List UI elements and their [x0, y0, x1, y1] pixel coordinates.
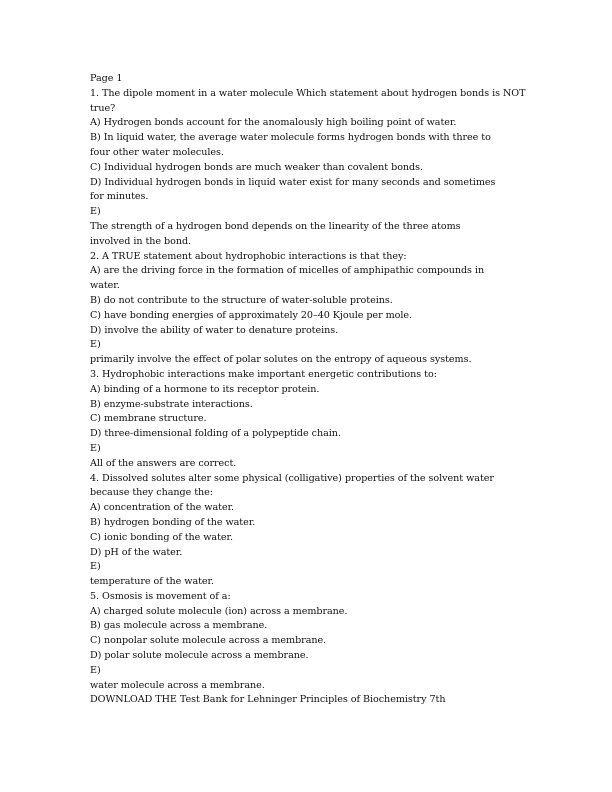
question-4-option-b: B) hydrogen bonding of the water. — [90, 516, 256, 528]
question-4-text-cont: because they change the: — [90, 487, 213, 499]
question-2-option-b: B) do not contribute to the structure of water-soluble proteins. — [90, 294, 393, 306]
question-5-option-c: C) nonpolar solute molecule across a membrane. — [90, 635, 327, 647]
question-3-text: 3. Hydrophobic interactions make important energetic contributions to: — [90, 368, 437, 380]
question-4-option-e: temperature of the water. — [90, 576, 215, 588]
question-1-option-b: B) In liquid water, the average water molecule forms hydrogen bonds with three to — [90, 132, 491, 144]
question-1-option-d-cont: for minutes. — [90, 191, 149, 203]
question-1-option-b-cont: four other water molecules. — [90, 146, 224, 158]
download-notice: DOWNLOAD THE Test Bank for Lehninger Principles of Biochemistry 7th — [90, 694, 446, 706]
question-3-option-a: A) binding of a hormone to its receptor protein. — [90, 383, 320, 395]
question-2-option-a-cont: water. — [90, 280, 120, 292]
question-4-option-c: C) ionic bonding of the water. — [90, 531, 234, 543]
question-5-option-a: A) charged solute molecule (ion) across a membrane. — [90, 605, 348, 617]
question-1-text: 1. The dipole moment in a water molecule Which statement about hydrogen bonds is NOT — [90, 87, 526, 99]
question-5-option-d: D) polar solute molecule across a membrane. — [90, 650, 309, 662]
question-5-text: 5. Osmosis is movement of a: — [90, 590, 231, 602]
question-5-option-e-label: E) — [90, 664, 101, 676]
question-2-option-d: D) involve the ability of water to denature proteins. — [90, 324, 339, 336]
question-4-text: 4. Dissolved solutes alter some physical (colligative) properties of the solvent water — [90, 472, 494, 484]
question-4-option-e-label: E) — [90, 561, 101, 573]
question-5-option-e: water molecule across a membrane. — [90, 679, 265, 691]
question-2-option-e-label: E) — [90, 339, 101, 351]
question-3-option-b: B) enzyme-substrate interactions. — [90, 398, 253, 410]
page-number: Page 1 — [90, 73, 123, 84]
question-3-option-e-label: E) — [90, 442, 101, 454]
question-1-option-c: C) Individual hydrogen bonds are much weaker than covalent bonds. — [90, 161, 424, 173]
question-4-option-a: A) concentration of the water. — [90, 502, 235, 514]
question-2-option-c: C) have bonding energies of approximately 20–40 Kjoule per mole. — [90, 309, 413, 321]
question-5-option-b: B) gas molecule across a membrane. — [90, 620, 268, 632]
question-1-option-e: The strength of a hydrogen bond depends on the linearity of the three atoms — [90, 220, 461, 232]
question-1-option-e-cont: involved in the bond. — [90, 235, 192, 247]
question-1-option-e-label: E) — [90, 206, 101, 218]
question-2-text: 2. A TRUE statement about hydrophobic interactions is that they: — [90, 250, 407, 262]
document-page — [90, 72, 530, 708]
question-1-option-d: D) Individual hydrogen bonds in liquid water exist for many seconds and sometimes — [90, 176, 496, 188]
question-4-option-d: D) pH of the water. — [90, 546, 183, 558]
question-1-option-a: A) Hydrogen bonds account for the anomalously high boiling point of water. — [90, 117, 457, 129]
question-3-option-c: C) membrane structure. — [90, 413, 207, 425]
question-3-option-d: D) three-dimensional folding of a polypeptide chain. — [90, 428, 341, 440]
question-2-option-e: primarily involve the effect of polar solutes on the entropy of aqueous systems. — [90, 354, 472, 366]
question-2-option-a: A) are the driving force in the formation of micelles of amphipathic compounds in — [90, 265, 485, 277]
question-1-text-cont: true? — [90, 102, 116, 114]
question-3-option-e: All of the answers are correct. — [90, 457, 237, 469]
